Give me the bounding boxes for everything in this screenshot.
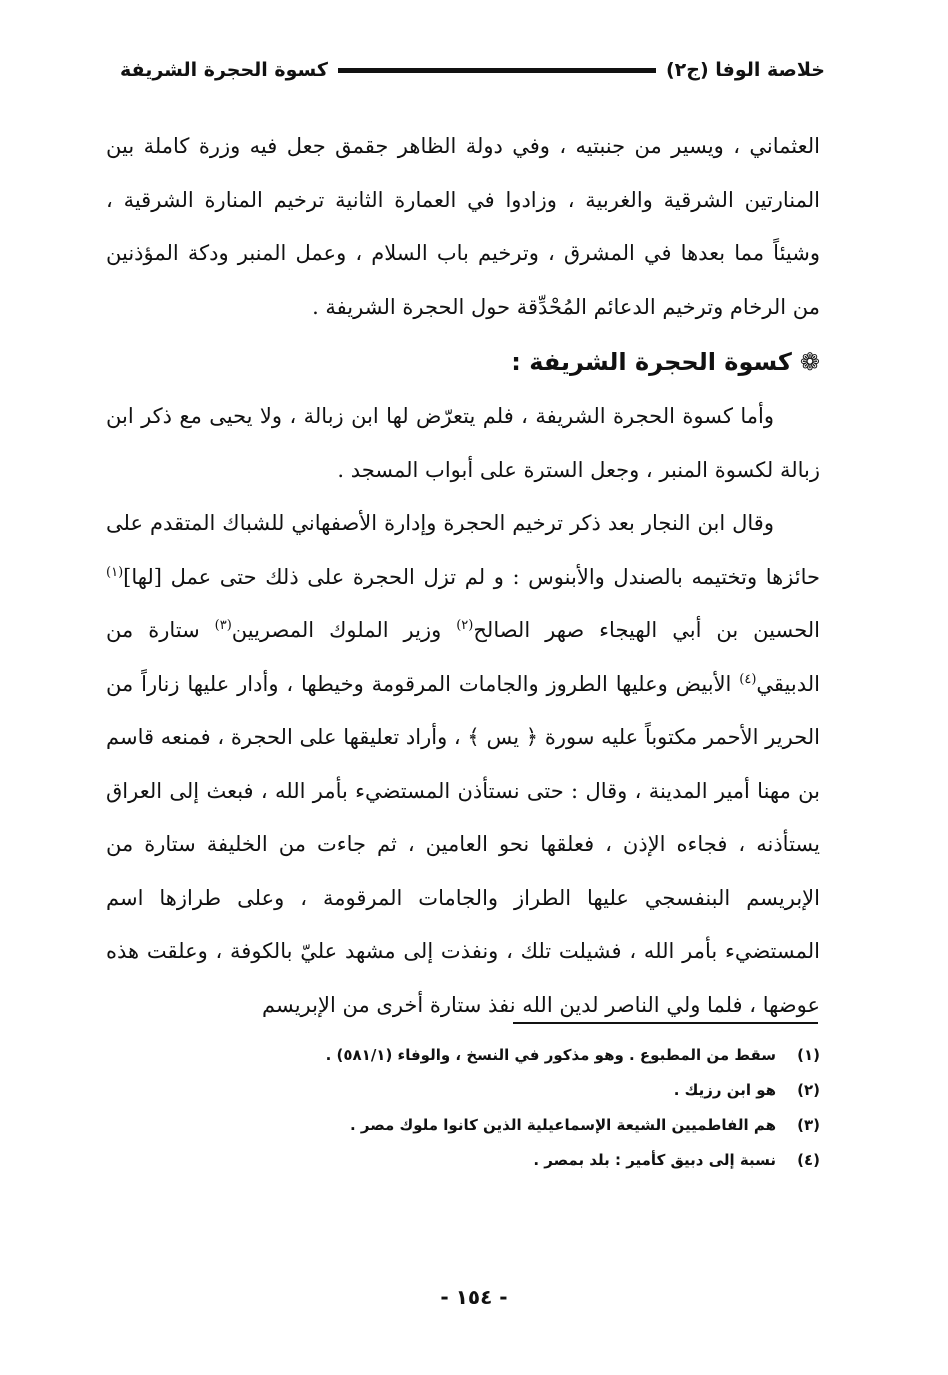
paragraph-3-part-c: وزير الملوك المصريين [231,618,457,642]
footnote-text: هو ابن رزيك . [673,1081,776,1099]
footnote-text: سقط من المطبوع . وهو مذكور في النسخ ، والوفاء (٥٨١/١) . [325,1046,776,1064]
footnote-number: (٣) [797,1116,820,1134]
paragraph-1: العثماني ، ويسير من جنبتيه ، وفي دولة الظاهر جقمق جعل فيه وزرة كاملة بين المنارتين الشرقية والغربية ، وزادوا في العمارة الثانية ترخيم المنارة الشرقية ، وشيئاً مما بعدها في المشرق ، وترخيم باب السلام ، وعمل المنبر ودكة المؤذنين من الرخام وترخيم الدعائم المُحْدِّقة حول الحجرة الشريفة . [106,134,820,319]
footnote-ref-1[interactable]: (١) [106,564,124,580]
footnote-ref-3[interactable]: (٣) [214,618,232,633]
section-heading-text: كسوة الحجرة الشريفة : [511,348,792,376]
footnote-number: (٢) [797,1081,820,1099]
running-header [120,50,825,90]
book-title: خلاصة الوفا (ج٢) [665,59,825,81]
footnote-text: نسبة إلى دبيق كأمير : بلد بمصر . [533,1151,776,1169]
section-heading [106,334,820,390]
body-text [106,120,820,1032]
paragraph-2: وأما كسوة الحجرة الشريفة ، فلم يتعرّض لها ابن زبالة ، ولا يحيى مع ذكر ابن زبالة لكسوة المنبر ، وجعل السترة على أبواب المسجد . [106,404,820,482]
footnote-item [106,1073,820,1108]
footnote-ref-2[interactable]: (٢) [456,618,474,633]
paragraph-3-part-a: وقال ابن النجار بعد ذكر ترخيم الحجرة وإدارة الأصفهاني للشباك المتقدم على حائزها وتختيمه بالصندل والأبنوس : و لم تزل الحجرة على ذلك حتى عمل [لها] [106,511,820,589]
paragraph-3-part-d: ستارة من الدبيقي [106,618,820,696]
footnote-item [106,1038,820,1073]
paragraph-3-part-b: الحسين بن أبي الهيجاء صهر الصالح [473,618,821,642]
header-rule [338,68,656,73]
flower-icon: ❁ [799,348,820,376]
paragraph-3-part-e: الأبيض وعليها الطروز والجامات المرقومة وخيطها ، وأدار عليها زناراً من الحرير الأحمر مكتوباً عليه سورة ﴿ يس ﴾ ، وأراد تعليقها على الحجرة ، فمنعه قاسم بن مهنا أمير المدينة ، وقال : حتى نستأذن المستضيء بأمر الله ، فبعث إلى العراق يستأذنه ، فجاءه الإذن ، فعلقها نحو العامين ، ثم جاءت من الخليفة ستارة من الإبريسم البنفسجي عليها الطراز والجامات المرقومة ، وعلى طرازها اسم المستضيء بأمر الله ، فشيلت تلك ، ونفذت إلى مشهد عليّ بالكوفة ، وعلقت هذه عوضها ، فلما ولي الناصر لدين الله نفذ ستارة أخرى من الإبريسم [106,671,820,1017]
chapter-title: كسوة الحجرة الشريفة [120,59,328,81]
paragraph-3 [106,497,820,1032]
footnote-rule [513,1022,818,1024]
footnote-number: (١) [797,1046,820,1064]
footnote-number: (٤) [797,1151,820,1169]
footnote-item [106,1108,820,1143]
footnote-item [106,1143,820,1178]
footnotes [106,1038,820,1178]
footnote-ref-4[interactable]: (٤) [739,671,757,687]
footnote-text: هم الفاطميين الشيعة الإسماعيلية الذين كانوا ملوك مصر . [349,1116,776,1134]
page-number: - ١٥٤ - [440,1285,508,1309]
